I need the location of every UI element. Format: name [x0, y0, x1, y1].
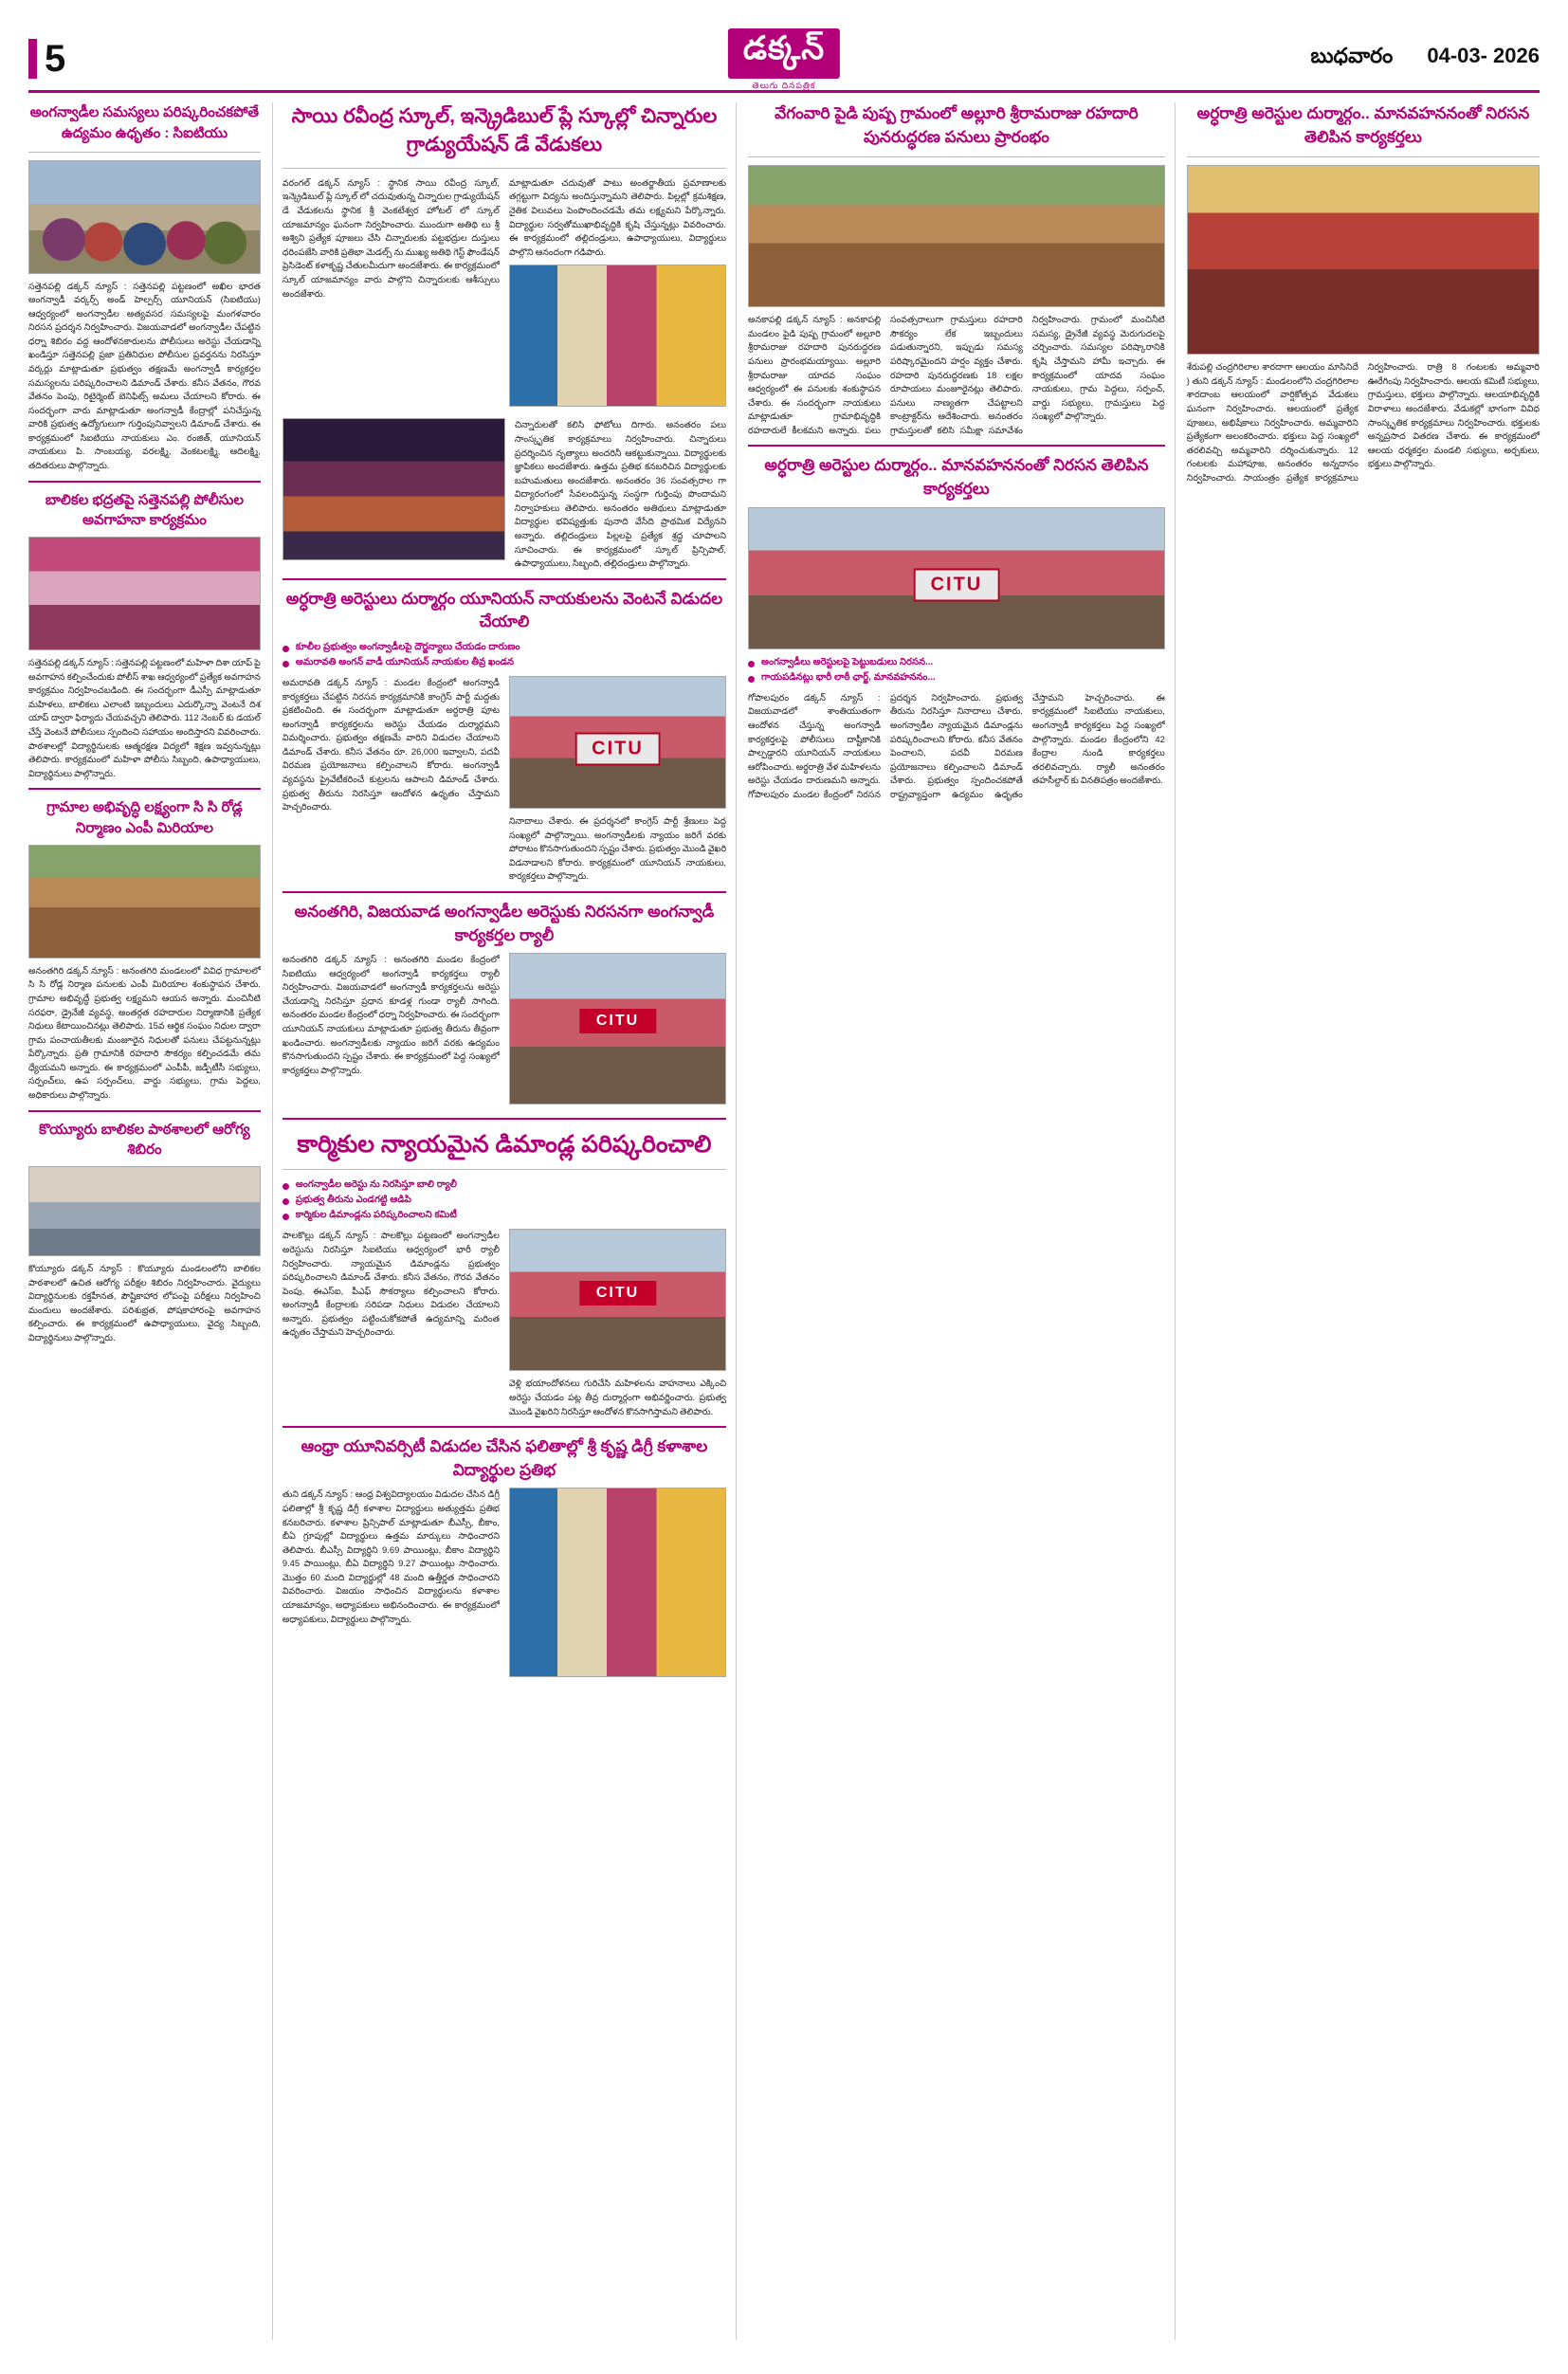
article-5-body-cont: నినాదాలు చేశారు. ఈ ప్రదర్శనలో కాంగ్రెస్ పార్టీ శ్రేణులు పెద్ద సంఖ్యలో పాల్గొన్నాయి. అంగన్వాడీలకు న్యాయం జరిగే వరకు పోరాటం కొనసాగుతుందని స్పష్టం చేశారు. ప్రభుత్వం మొండి వైఖరి విడనాడాలని కోరారు. కార్యక్రమంలో యూనియన్ నాయకులు, కార్యకర్తలు పాల్గొన్నారు. [508, 814, 727, 882]
page-columns [28, 102, 1540, 2340]
column-2 [272, 102, 737, 2340]
article-7-body-cont: వెళ్లి భయాందోళనలు గురిచేసి మహిళలను వాహనాలు ఎక్కించి అరెస్టు చేయడం పట్ల తీవ్ర దుర్మార్గంగా అభివర్ణించారు. ప్రభుత్వ మొండి వైఖరిని నిరసిస్తూ ఆందోళన కొనసాగిస్తామని తెలిపారు. [508, 1378, 727, 1416]
article-2-headline: బాలికల భద్రతపై సత్తెనపల్లి పోలీసుల అవగాహనా కార్యక్రమం [45, 491, 245, 529]
article-3-headline: గ్రామాల అభివృద్ధి లక్ష్యంగా సి సి రోడ్ల నిర్మాణం ఎంపీ మిరియాల [46, 799, 243, 837]
list-item: కార్మికుల డిమాండ్లను పరిష్కరించాలని కమిటీ [283, 1208, 726, 1223]
citu-protest-banner-text: CITU [914, 569, 1000, 602]
article-7-body: పాలకొల్లు డక్కన్ న్యూస్ : పాలకొల్లు పట్టణంలో అంగన్వాడీల అరెస్టును నిరసిస్తూ సిఐటియు ఆధ్వర్యంలో భారీ ర్యాలీ నిర్వహించారు. న్యాయమైన డిమాండ్లను ప్రభుత్వం పరిష్కరించాలని డిమాండ్ చేశారు. కనీస వేతనం, గౌరవ వేతనం పెంపు, ఈఎస్ఐ, పీఎఫ్ సౌకర్యాలు కల్పించాలని కోరారు. అంగన్వాడీ కేంద్రాలకు సరిపడా నిధులు విడుదల చేయాలని అన్నారు. ప్రభుత్వం పట్టించుకోకపోతే ఉద్యమాన్ని మరింత ఉధృతం చేస్తామని హెచ్చరించారు. [282, 1230, 500, 1338]
article-5-headline: అర్ధరాత్రి అరెస్టులు దుర్మార్గం యూనియన్ నాయకులను వెంటనే విడుదల చేయాలి [285, 589, 723, 631]
citu-flag-text: CITU [579, 1009, 656, 1033]
citu-banner-rally-photo [509, 1229, 726, 1371]
graduation-group-photo [509, 265, 726, 407]
list-item: అమరావతి అంగన్ వాడీ యూనియన్ నాయకుల తీవ్ర ఖండన [283, 655, 726, 670]
article-6-body: అనంతగిరి డక్కన్ న్యూస్ : అనంతగిరి మండల కేంద్రంలో సిఐటియు ఆధ్వర్యంలో అంగన్వాడీ కార్యకర్తలు ర్యాలీ నిర్వహించారు. విజయవాడలో అంగన్వాడీ కార్యకర్తలను అరెస్టు చేయడాన్ని నిరసిస్తూ ప్రధాన కూడళ్ల గుండా ర్యాలీ సాగింది. అనంతరం మండల కేంద్రంలో ధర్నా నిర్వహించారు. ఈ సందర్భంగా యూనియన్ నాయకులు మాట్లాడుతూ ప్రభుత్వ తీరును తీవ్రంగా ఖండించారు. అంగన్వాడీలకు న్యాయం జరిగే వరకు ఉద్యమం కొనసాగుతుందని స్పష్టం చేశారు. ఈ కార్యక్రమంలో పెద్ద సంఖ్యలో కార్యకర్తలు పాల్గొన్నారు. [282, 954, 500, 1075]
street-protest-photo [509, 676, 726, 809]
article-4-headline: కొయ్యూరు బాలికల పాఠశాలలో ఆరోగ్య శిబిరం [39, 1121, 250, 1159]
protest-rally-photo [28, 160, 261, 274]
article-5-bullets [283, 640, 726, 670]
lead-article-headline: సాయి రవీంద్ర స్కూల్, ఇన్క్రెడిబుల్ ప్లే స్కూల్లో చిన్నారుల గ్రాడ్యుయేషన్ డే వేడుకలు [291, 105, 718, 156]
weekday-label: బుధవారం [1310, 44, 1394, 67]
article-9-headline: వేగంవారి పైడి పుష్ప గ్రామంలో అల్లూరి శ్రీరామరాజు రహదారి పునరుద్ధరణ పనులు ప్రారంభం [775, 104, 1139, 146]
article-1-headline: అంగన్వాడీల సమస్యలు పరిష్కరించకపోతే ఉద్యమం ఉధృతం : సిఐటియు [29, 104, 260, 141]
article-5-body: అమరావతి డక్కన్ న్యూస్ : మండల కేంద్రంలో అంగన్వాడీ కార్యకర్తలు చేపట్టిన నిరసన కార్యక్రమానికి కాంగ్రెస్ పార్టీ మద్దతు ప్రకటించింది. ఈ సందర్భంగా మాట్లాడుతూ అర్ధరాత్రి పూట అంగన్వాడీ కార్యకర్తలను అరెస్టు చేయడం దుర్మార్గమని విమర్శించారు. ప్రభుత్వం తక్షణమే వారిని విడుదల చేయాలని డిమాండ్ చేశారు. కనీస వేతనం రూ. 26,000 ఇవ్వాలని, పదవీ విరమణ ప్రయోజనాలు కల్పించాలని కోరారు. అంగన్వాడీ వ్యవస్థను ప్రైవేటీకరించే కుట్రలను ఆపాలని డిమాండ్ చేశారు. ప్రభుత్వ తీరును నిరసిస్తూ ఆందోళన ఉధృతం చేస్తామని హెచ్చరించారు. [282, 676, 500, 813]
article-10-headline: అర్ధరాత్రి అరెస్టుల దుర్మార్గం.. మానవహననంతో నిరసన తెలిపిన కార్యకర్తలు [764, 456, 1149, 499]
article-9-body: అనకాపల్లి డక్కన్ న్యూస్ : అనకాపల్లి మండలం పైడి పుష్ప గ్రామంలో అల్లూరి శ్రీరామరాజు రహదారి పునరుద్ధరణ పనులు ప్రారంభమయ్యాయి. అల్లూరి శ్రీరామరాజు యాదవ సంఘం ఆధ్వర్యంలో ఈ పనులకు శంకుస్థాపన చేశారు. ఈ సందర్భంగా నాయకులు మాట్లాడుతూ గ్రామాభివృద్ధికి రహదారులే కీలకమని అన్నారు. పలు సంవత్సరాలుగా గ్రామస్తులు రహదారి సౌకర్యం లేక ఇబ్బందులు పడుతున్నారని, ఇప్పుడు సమస్య పరిష్కారమైందని హర్షం వ్యక్తం చేశారు. రహదారి పునరుద్ధరణకు 18 లక్షల రూపాయలు మంజూరైనట్లు తెలిపారు. పనులు నాణ్యతగా చేపట్టాలని కాంట్రాక్టర్‌ను ఆదేశించారు. అనంతరం గ్రామస్తులతో కలిసి సమీక్షా సమావేశం నిర్వహించారు. గ్రామంలో మంచినీటి సమస్య, డ్రైనేజీ వ్యవస్థ మెరుగుదలపై చర్చించారు. సమస్యల పరిష్కారానికి కృషి చేస్తామని హామీ ఇచ్చారు. ఈ కార్యక్రమంలో యాదవ సంఘం నాయకులు, గ్రామ పెద్దలు, సర్పంచ్, వార్డు సభ్యులు, గ్రామస్తులు పెద్ద సంఖ్యలో పాల్గొన్నారు. [748, 314, 1165, 435]
lead-article-body-1: వరంగల్ డక్కన్ న్యూస్ : స్థానిక సాయి రవీంద్ర స్కూల్, ఇన్క్రెడిబుల్ ప్లే స్కూల్ లో చదువుతున్న చిన్నారుల గ్రాడ్యుయేషన్ డే వేడుకలను స్థానిక శ్రీ వెంకటేశ్వర హోటల్ లో స్కూల్ యాజమాన్యం ఘనంగా నిర్వహించారు. ముందుగా అతిథి లు శ్రీ అశ్విని ప్రత్యేక పూజలు చేసి చిన్నారులకు పట్టభద్రుల దుస్తులు ధరింపజేసి వారికి ప్రతిభా మెడల్స్ ను ముఖ్య అతిథి గెస్ట్ ఫౌండేషన్ ప్రెసిడెంట్ కళాకృష్ణ చేతులమీదుగా అందజేశారు. ఈ కార్యక్రమంలో స్కూల్ యాజమాన్యం వారు పాల్గొని చిన్నారులకు ఆశీస్సులు అందజేశారు. [282, 176, 500, 299]
police-awareness-photo [28, 537, 261, 650]
article-7-headline: కార్మికుల న్యాయమైన డిమాండ్ల పరిష్కరించాలి [297, 1131, 712, 1159]
list-item: అంగన్వాడీల అరెస్టు ను నిరసిస్తూ బాలి ర్యాలీ [283, 1178, 726, 1193]
citu-banner-text: CITU [574, 732, 661, 765]
college-felicitation-photo [509, 1488, 726, 1677]
page-number-group [28, 39, 65, 79]
article-3-body: అనంతగిరి డక్కన్ న్యూస్ : అనంతగిరి మండలంలో వివిధ గ్రామాలలో సి సి రోడ్ల నిర్మాణ పనులకు ఎంపీ మిరియాల శంకుస్థాపన చేశారు. గ్రామాల అభివృద్ధే ప్రభుత్వ లక్ష్యమని ఆయన అన్నారు. మంచినీటి సరఫరా, డ్రైనేజీ వ్యవస్థ, అంతర్గత రహదారుల నిర్మాణానికి ప్రత్యేక నిధులు కేటాయించినట్లు తెలిపారు. 15వ ఆర్థిక సంఘం నిధుల ద్వారా గ్రామ పంచాయతీలకు మంజూరైన నిధులతో పనులు చేపట్టనున్నట్లు పేర్కొన్నారు. ప్రతి గ్రామానికి రహదారి సౌకర్యం కల్పించడమే తమ ధ్యేయమని అన్నారు. ఈ కార్యక్రమంలో ఎంపీపీ, జడ్పీటీసీ సభ్యులు, సర్పంచ్‌లు, ఉప సర్పంచ్‌లు, వార్డు సభ్యులు, గ్రామ పెద్దలు, అధికారులు పాల్గొన్నారు. [28, 964, 261, 1100]
lead-article-body-2: మాట్లాడుతూ చదువుతో పాటు అంతర్జాతీయ ప్రమాణాలకు తగ్గట్టుగా విద్యను అందిస్తున్నామని తెలిపారు. పిల్లల్లో క్రమశిక్షణ, నైతిక విలువలు పెంపొందించడమే తమ లక్ష్యమని పేర్కొన్నారు. విద్యార్థుల సర్వతోముఖాభివృద్ధికి కృషి చేస్తున్నట్లు వివరించారు. ఈ కార్యక్రమంలో తల్లిదండ్రులు, ఉపాధ్యాయులు, విద్యార్థులు పాల్గొని ఆనందంగా గడిపారు. [508, 176, 727, 257]
article-10-body: గోపాలపురం డక్కన్ న్యూస్ : విజయవాడలో శాంతియుతంగా ఆందోళన చేస్తున్న అంగన్వాడీ కార్యకర్తలపై పోలీసులు దాష్టీకానికి పాల్పడ్డారని యూనియన్ నాయకులు ఆరోపించారు. అర్ధరాత్రి వేళ మహిళలను అరెస్టు చేయడం దారుణమని అన్నారు. గోపాలపురం మండల కేంద్రంలో నిరసన ప్రదర్శన నిర్వహించారు. ప్రభుత్వ తీరును నిరసిస్తూ నినాదాలు చేశారు. అంగన్వాడీల న్యాయమైన డిమాండ్లను పరిష్కరించాలని కోరారు. కనీస వేతనం పెంచాలని, పదవీ విరమణ ప్రయోజనాలు కల్పించాలని డిమాండ్ చేశారు. ప్రభుత్వం స్పందించకపోతే రాష్ట్రవ్యాప్తంగా ఉద్యమం ఉధృతం చేస్తామని హెచ్చరించారు. ఈ కార్యక్రమంలో సిఐటియు నాయకులు, అంగన్వాడీ కార్యకర్తలు పెద్ద సంఖ్యలో పాల్గొన్నారు. మండల కేంద్రంలోని 42 కేంద్రాల నుండి కార్యకర్తలు తరలివచ్చారు. ర్యాలీ అనంతరం తహసీల్దార్ కు వినతిపత్రం అందజేశారు. [748, 691, 1165, 799]
graduation-stage-photo [283, 418, 505, 560]
article-6-headline: అనంతగిరి, విజయవాడ అంగన్వాడీల అరెస్టుకు నిరసనగా అంగన్వాడీ కార్యకర్తల ర్యాలీ [294, 902, 715, 944]
logo-subtitle: తెలుగు దినపత్రిక [752, 81, 816, 90]
article-7-bullets [283, 1178, 726, 1223]
temple-decoration-photo [1187, 165, 1540, 355]
article-8-body: తుని డక్కన్ న్యూస్ : ఆంధ్ర విశ్వవిద్యాలయం విడుదల చేసిన డిగ్రీ ఫలితాల్లో శ్రీ కృష్ణ డిగ్రీ కళాశాల విద్యార్థులు అత్యుత్తమ ప్రతిభ కనబరిచారు. కళాశాల ప్రిన్సిపాల్ మాట్లాడుతూ బీఎస్సీ, బీకాం, బీఏ గ్రూపుల్లో విద్యార్థులు ఉత్తమ మార్కులు సాధించారని తెలిపారు. బీఎస్సీ విద్యార్థిని 9.69 పాయింట్లు, బీకాం విద్యార్థిని 9.45 పాయింట్లు, బీఏ విద్యార్థిని 9.27 పాయింట్లు సాధించారు. మొత్తం 60 మంది విద్యార్థుల్లో 48 మంది ఉత్తీర్ణత సాధించారని వివరించారు. విజయం సాధించిన విద్యార్థులను కళాశాల యాజమాన్యం, అధ్యాపకులు అభినందించారు. ఈ కార్యక్రమంలో అధ్యాపకులు, విద్యార్థులు పాల్గొన్నారు. [282, 1488, 500, 1624]
article-10-bullets [748, 655, 1165, 685]
article-8-headline: ఆంధ్రా యూనివర్సిటీ విడుదల చేసిన ఫలితాల్లో శ్రీ కృష్ణ డిగ్రీ కళాశాల విద్యార్థుల ప్రతిభ [301, 1437, 708, 1479]
newspaper-logo [728, 28, 840, 93]
article-4-body: కొయ్యూరు డక్కన్ న్యూస్ : కొయ్యూరు మండలంలోని బాలికల పాఠశాలలో ఉచిత ఆరోగ్య పరీక్షల శిబిరం నిర్వహించారు. వైద్యులు విద్యార్థినులకు రక్తహీనత, పౌష్టికాహార లోపంపై పరీక్షలు నిర్వహించి మందులు అందజేశారు. పరిశుభ్రత, పోషకాహారంపై అవగాహన కల్పించారు. ఈ కార్యక్రమంలో ఉపాధ్యాయులు, వైద్య సిబ్బంది, విద్యార్థినులు పాల్గొన్నారు. [28, 1263, 261, 1342]
list-item: ప్రభుత్వ తీరును ఎండగట్టి ఆడిపి [283, 1193, 726, 1208]
article-11-headline: అర్ధరాత్రి అరెస్టుల దుర్మార్గం.. మానవహననంతో నిరసన తెలిపిన కార్యకర్తలు [1196, 104, 1530, 146]
list-item: గాయపడినట్లు భారీ లాఠీ ఛార్జ్, మానవహననం... [748, 670, 1165, 685]
date-label: 04-03- 2026 [1427, 44, 1540, 67]
list-item: అంగన్వాడీలు అరెస్టులపై పెట్టుబడులు నిరసన... [748, 655, 1165, 670]
citu-rally-banner-text: CITU [579, 1281, 656, 1306]
list-item: కూలీల ప్రభుత్వం అంగన్వాడీలపై దౌర్జన్యాలు చేయడం దారుణం [283, 640, 726, 655]
article-2-body: సత్తెనపల్లి డక్కన్ న్యూస్ : సత్తెనపల్లి పట్టణంలో మహిళా దిశా యాప్ పై అవగాహన కల్పించేందుకు పోలీస్ శాఖ ఆధ్వర్యంలో ప్రత్యేక అవగాహన కార్యక్రమం నిర్వహించబడింది. ఈ సందర్భంగా డీఎస్పీ మాట్లాడుతూ మహిళలు, బాలికలు ఎలాంటి ఇబ్బందులు ఎదుర్కొన్నా వెంటనే దిశ యాప్ ద్వారా ఫిర్యాదు చేయవచ్చని తెలిపారు. 112 నెంబర్ కు డయల్ చేస్తే వెంటనే పోలీసులు స్పందించి సహాయం అందిస్తారని వివరించారు. పాఠశాలల్లో విద్యార్థినులకు ఆత్మరక్షణ విద్యలో శిక్షణ ఇవ్వనున్నట్లు తెలిపారు. కార్యక్రమంలో మహిళా పోలీసు సిబ్బంది, ఉపాధ్యాయులు, విద్యార్థినులు పాల్గొన్నారు. [28, 657, 261, 778]
column-4 [1187, 102, 1540, 2340]
page-accent-bar [28, 39, 37, 79]
article-1-body: సత్తెనపల్లి డక్కన్ న్యూస్ : సత్తెనపల్లి పట్టణంలో అఖిల భారత అంగన్వాడీ వర్కర్స్ అండ్ హెల్పర్స్ యూనియన్ (సిఐటియు) ఆధ్వర్యంలో అంగన్వాడీల అత్యవసర సమస్యలపై మంగళవారం నిరసన ప్రదర్శన నిర్వహించారు. విజయవాడలో అంగన్వాడీల చేపట్టిన ధర్నా శిబిరం వద్ద ఆందోళనకారులను పోలీసులు అరెస్టు చేయడాన్ని ఖండిస్తూ సత్తెనపల్లి ప్రజా ప్రతినిధుల పోలీసుల ప్రవర్తనను నిరసిస్తూ వర్కర్లు మాట్లాడుతూ ప్రభుత్వం తక్షణమే అంగన్వాడీ కార్యకర్తల సమస్యలను పరిష్కరించాలని డిమాండ్ చేశారు. కనీస వేతనం, గౌరవ వేతనం పెంపు, రిటైర్మెంట్ బెనిఫిట్స్ అమలు చేయాలని కోరారు. ఈ సందర్భంగా వారు మాట్లాడుతూ అంగన్వాడీ కేంద్రాల్లో పనిచేస్తున్న వారికి ప్రభుత్వ ఉద్యోగులుగా గుర్తింపునివ్వాలని డిమాండ్ చేశారు. ఈ కార్యక్రమంలో సిఐటియు నాయకులు ఎం. రంజిత్, యూనియన్ నాయకులు పి. సాంబయ్య, వరలక్ష్మి, వెంకటలక్ష్మి, ఆదిలక్ష్మి, తదితరులు పాల్గొన్నారు. [28, 280, 261, 471]
logo-text: డక్కన్ [728, 28, 840, 79]
anganwadi-rally-photo [509, 953, 726, 1105]
column-3 [748, 102, 1176, 2340]
date-group [1310, 44, 1540, 73]
citu-women-protest-photo [748, 507, 1165, 649]
masthead [28, 27, 1540, 93]
page-number: 5 [45, 37, 66, 80]
column-1 [28, 102, 261, 2340]
village-road-inauguration-photo [28, 845, 261, 959]
health-camp-photo [28, 1166, 261, 1256]
article-11-body: శేరుపల్లి చంద్రగిరిలాల శారదాగా ఆలయం మాసినిదే ) తుని డక్కన్ న్యూస్ : మండలంలోని చంద్రగిరిలాల శారదాంబ ఆలయంలో వార్షికోత్సవ వేడుకలు ఘనంగా నిర్వహించారు. ఆలయంలో ప్రత్యేక పూజలు, అభిషేకాలు నిర్వహించారు. అమ్మవారిని ప్రత్యేకంగా అలంకరించారు. భక్తులు పెద్ద సంఖ్యలో తరలివచ్చి అమ్మవారిని దర్శించుకున్నారు. 12 గంటలకు మహాపూజ, అనంతరం అన్నదానం నిర్వహించారు. సాయంత్రం ప్రత్యేక కార్యక్రమాలు నిర్వహించారు. రాత్రి 8 గంటలకు అమ్మవారి ఊరేగింపు నిర్వహించారు. ఆలయ కమిటీ సభ్యులు, గ్రామస్తులు, భక్తులు పాల్గొన్నారు. ఆలయాభివృద్ధికి విరాళాలు అందజేశారు. వేడుకల్లో భాగంగా వివిధ సాంస్కృతిక కార్యక్రమాలు నిర్వహించారు. భక్తులకు అన్నప్రసాద వితరణ చేశారు. ఈ కార్యక్రమంలో ఆలయ ధర్మకర్తల మండలి సభ్యులు, అర్చకులు, భక్తులు పాల్గొన్నారు. [1186, 361, 1540, 483]
lead-article-body-3: చిన్నారులతో కలిసి ఫోటోలు దిగారు. అనంతరం పలు సాంస్కృతిక కార్యక్రమాలు నిర్వహించారు. చిన్నారులు ప్రదర్శించిన నృత్యాలు అందరినీ ఆకట్టుకున్నాయి. విద్యార్థులకు జ్ఞాపికలు అందజేశారు. ఉత్తమ ప్రతిభ కనబరిచిన విద్యార్థులకు బహుమతులు అందజేశారు. అనంతరం 36 సంవత్సరాల గా విద్యారంగంలో సేవలందిస్తున్న సంస్థగా గుర్తింపు పొందామని నిర్వాహకులు తెలిపారు. అనంతరం అతిథులు మాట్లాడుతూ విద్యార్థుల భవిష్యత్తుకు పునాది వేసేది ప్రాథమిక విద్యేనని అన్నారు. తల్లిదండ్రులు పిల్లలపై ప్రత్యేక శ్రద్ధ చూపాలని సూచించారు. ఈ కార్యక్రమంలో స్కూల్ ప్రిన్సిపాల్, ఉపాధ్యాయులు, సిబ్బంది, తల్లిదండ్రులు పాల్గొన్నారు. [514, 419, 727, 569]
road-construction-photo [748, 165, 1165, 307]
